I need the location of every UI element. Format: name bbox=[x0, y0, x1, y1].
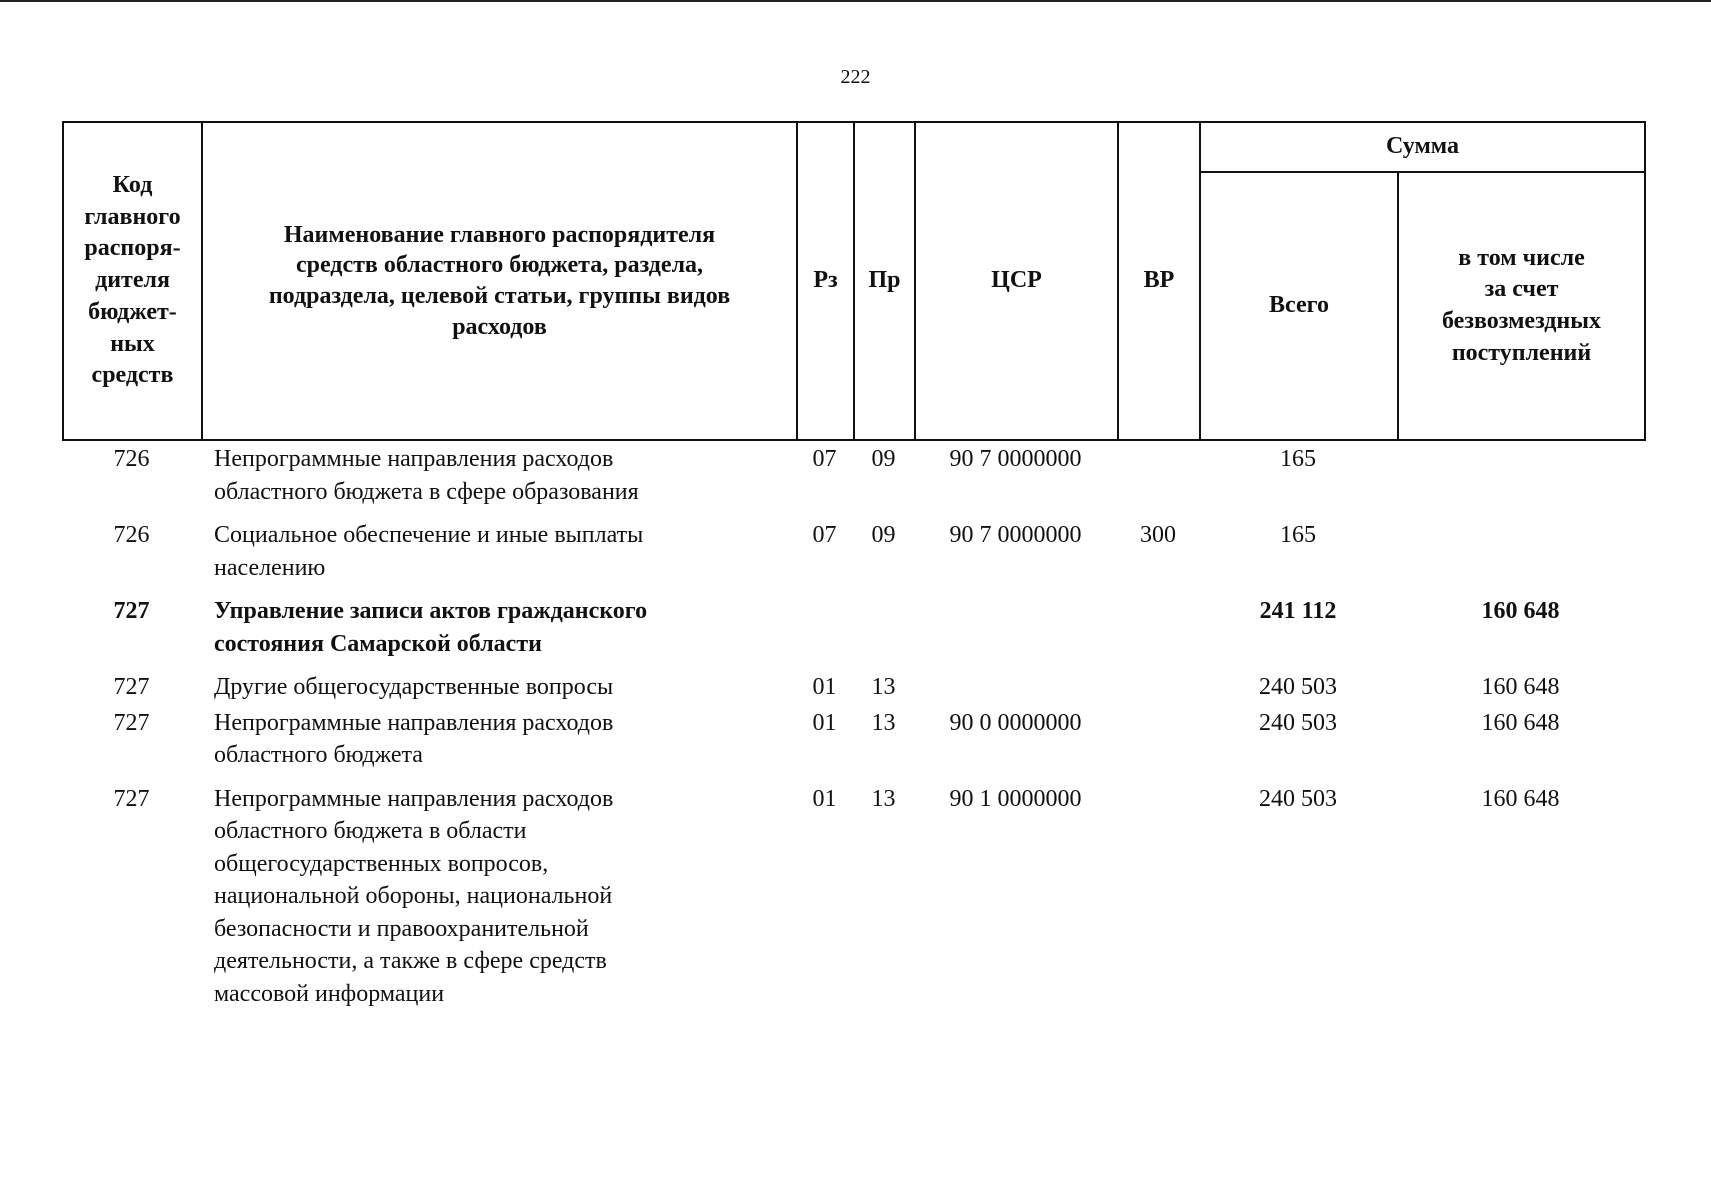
cell-name bbox=[201, 595, 796, 671]
cell-name-line: деятельности, а также в сфере средств bbox=[214, 948, 607, 974]
table-row bbox=[62, 783, 1644, 1022]
cell-csr: 90 1 0000000 bbox=[949, 785, 1082, 812]
cell-code: 727 bbox=[113, 598, 150, 624]
cell-csr bbox=[914, 671, 1117, 707]
cell-pr: 09 bbox=[871, 522, 896, 548]
table-row bbox=[62, 443, 1644, 519]
cell-name-line: Непрограммные направления расходов bbox=[214, 446, 614, 472]
cell-code: 727 bbox=[113, 674, 150, 700]
header-free-line: поступлений bbox=[1451, 339, 1592, 366]
cell-total: 240 503 bbox=[1259, 674, 1337, 700]
cell-name-line: Другие общегосударственные вопросы bbox=[214, 674, 614, 700]
header-free bbox=[1398, 172, 1645, 440]
cell-pr: 13 bbox=[871, 785, 896, 812]
cell-code: 726 bbox=[113, 446, 150, 472]
cell-name bbox=[201, 783, 796, 1022]
cell-total: 165 bbox=[1280, 446, 1316, 472]
cell-free: 160 648 bbox=[1481, 674, 1560, 700]
header-name-line: Наименование главного распорядителя bbox=[283, 221, 716, 248]
cell-csr: 90 7 0000000 bbox=[949, 522, 1082, 548]
cell-name-line: областного бюджета в сфере образования bbox=[214, 478, 639, 505]
cell-name-line: населению bbox=[214, 554, 326, 581]
header-name bbox=[202, 122, 797, 440]
cell-vr bbox=[1117, 443, 1199, 519]
cell-vr: 300 bbox=[1140, 522, 1176, 548]
header-summa: Сумма bbox=[1200, 122, 1645, 172]
cell-csr bbox=[914, 595, 1117, 671]
header-code-line: бюджет- bbox=[88, 298, 177, 325]
header-code-line: дителя bbox=[95, 267, 170, 294]
cell-rz: 01 bbox=[812, 674, 837, 700]
cell-rz: 07 bbox=[812, 522, 837, 548]
cell-name-line: областного бюджета bbox=[214, 742, 423, 768]
cell-name-line: массовой информации bbox=[214, 980, 445, 1007]
cell-total: 240 503 bbox=[1259, 785, 1337, 812]
cell-pr: 09 bbox=[871, 446, 896, 472]
page-number: 222 bbox=[840, 66, 871, 88]
header-free-line: в том числе bbox=[1458, 244, 1585, 271]
page-top-rule bbox=[0, 0, 1711, 2]
header-csr: ЦСР bbox=[915, 122, 1118, 440]
cell-rz: 01 bbox=[812, 709, 837, 736]
header-name-line: расходов bbox=[452, 313, 547, 340]
cell-free bbox=[1397, 443, 1644, 519]
cell-rz bbox=[796, 595, 853, 671]
cell-vr bbox=[1117, 595, 1199, 671]
header-code-line: главного bbox=[84, 203, 181, 230]
cell-total: 241 112 bbox=[1259, 598, 1337, 624]
cell-total: 240 503 bbox=[1259, 709, 1337, 736]
cell-pr: 13 bbox=[871, 709, 896, 736]
header-rz: Рз bbox=[797, 122, 854, 440]
cell-vr bbox=[1117, 707, 1199, 783]
cell-free bbox=[1397, 519, 1644, 595]
header-name-line: подраздела, целевой статьи, группы видов bbox=[268, 283, 731, 309]
cell-free: 160 648 bbox=[1481, 785, 1560, 812]
budget-table-header bbox=[62, 121, 1646, 441]
cell-name bbox=[201, 519, 796, 595]
cell-name-line: общегосударственных вопросов, bbox=[214, 850, 549, 877]
cell-name-line: безопасности и правоохранительной bbox=[214, 915, 589, 942]
cell-rz: 07 bbox=[812, 446, 837, 472]
cell-code: 727 bbox=[113, 709, 150, 736]
header-vr: ВР bbox=[1118, 122, 1200, 440]
header-code-line: Код bbox=[112, 172, 153, 199]
cell-name-line: Непрограммные направления расходов bbox=[214, 785, 614, 812]
cell-name bbox=[201, 443, 796, 519]
cell-csr: 90 7 0000000 bbox=[949, 446, 1082, 472]
table-row bbox=[62, 519, 1644, 595]
header-free-line: безвозмездных bbox=[1442, 308, 1601, 334]
header-pr: Пр bbox=[854, 122, 915, 440]
table-rows bbox=[62, 443, 1644, 1021]
cell-name-line: Непрограммные направления расходов bbox=[214, 709, 614, 736]
cell-vr bbox=[1117, 671, 1199, 707]
header-free-line: за счет bbox=[1484, 276, 1559, 303]
cell-rz: 01 bbox=[812, 785, 837, 812]
cell-name-line: областного бюджета в области bbox=[214, 818, 527, 844]
header-code bbox=[63, 122, 202, 440]
table-row bbox=[62, 707, 1644, 783]
cell-name-line: состояния Самарской области bbox=[214, 630, 542, 657]
cell-csr: 90 0 0000000 bbox=[949, 709, 1082, 736]
header-name-line: средств областного бюджета, раздела, bbox=[295, 252, 704, 279]
cell-name bbox=[201, 671, 796, 707]
table-row bbox=[62, 671, 1644, 707]
table-row bbox=[62, 595, 1644, 671]
cell-pr: 13 bbox=[871, 674, 896, 700]
cell-free: 160 648 bbox=[1481, 709, 1560, 736]
cell-free: 160 648 bbox=[1481, 598, 1560, 624]
cell-pr bbox=[853, 595, 914, 671]
budget-table-body bbox=[62, 443, 1644, 1021]
header-code-line: распоря- bbox=[84, 235, 181, 262]
cell-vr bbox=[1117, 783, 1199, 1022]
cell-code: 726 bbox=[113, 522, 150, 548]
cell-code: 727 bbox=[113, 785, 150, 812]
cell-name-line: Социальное обеспечение и иные выплаты bbox=[214, 522, 644, 548]
cell-name-line: национальной обороны, национальной bbox=[214, 883, 613, 909]
cell-name-line: Управление записи актов гражданского bbox=[214, 598, 648, 624]
header-code-line: средств bbox=[91, 362, 174, 389]
header-code-line: ных bbox=[110, 330, 155, 357]
header-total: Всего bbox=[1200, 172, 1398, 440]
cell-name bbox=[201, 707, 796, 783]
cell-total: 165 bbox=[1280, 522, 1316, 548]
